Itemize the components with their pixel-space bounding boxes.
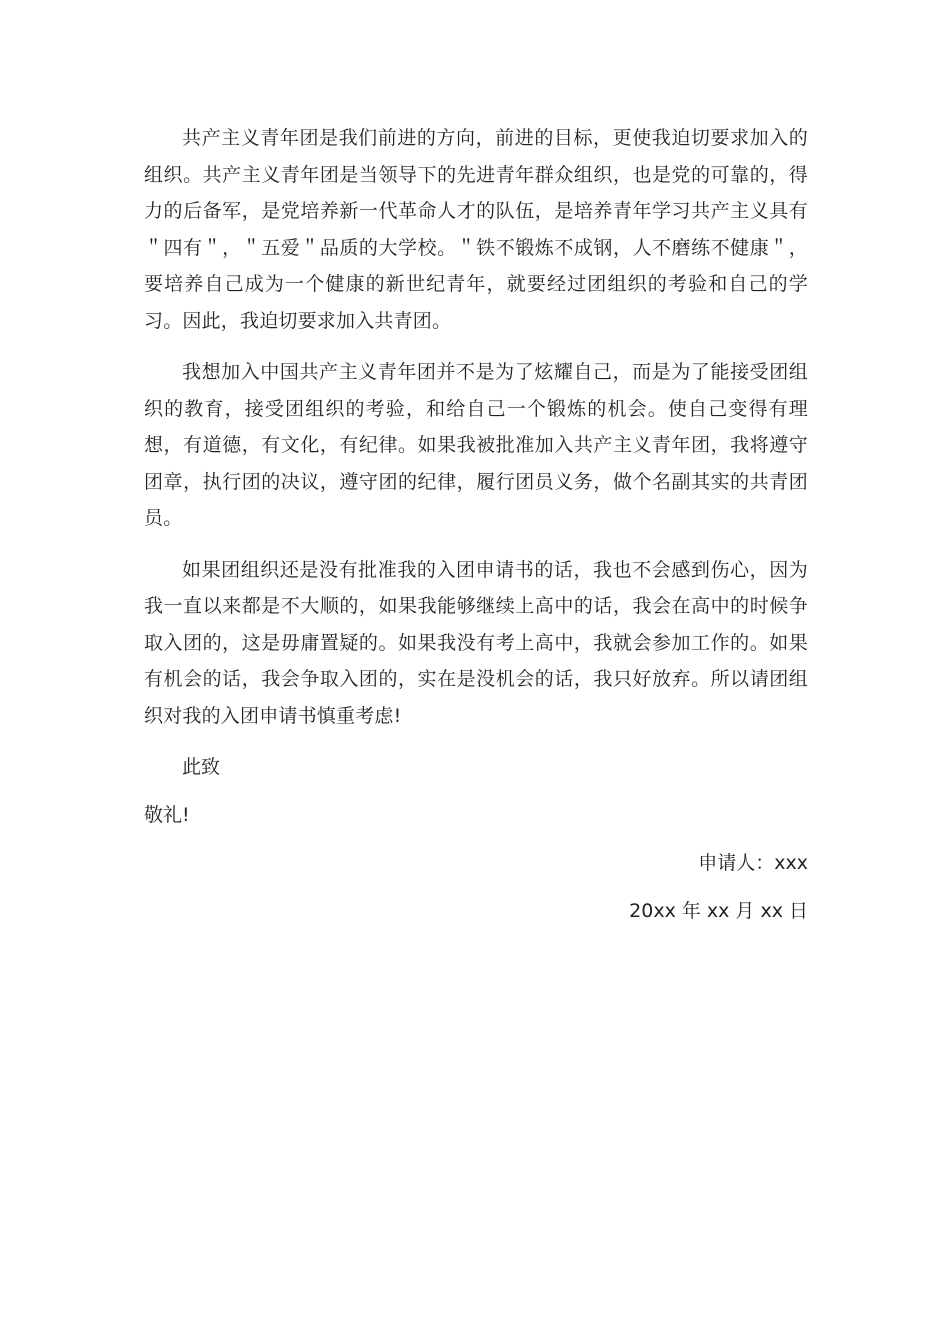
paragraph-3: 如果团组织还是没有批准我的入团申请书的话，我也不会感到伤心，因为我一直以来都是不大顺的，如果我能够继续上高中的话，我会在高中的时候争取入团的，这是毋庸置疑的。如果我没有考上高中，我就会参加工作的。如果有机会的话，我会争取入团的，实在是没机会的话，我只好放弃。所以请团组织对我的入团申请书慎重考虑! xyxy=(144,558,808,727)
letter-body xyxy=(144,120,808,941)
closing-salutation: 此致 xyxy=(182,756,221,778)
signature: 申请人：xxx xyxy=(698,852,808,874)
date: 20xx 年 xx 月 xx 日 xyxy=(629,900,808,922)
closing-regards: 敬礼! xyxy=(144,804,190,826)
paragraph-1: 共产主义青年团是我们前进的方向，前进的目标，更使我迫切要求加入的组织。共产主义青年团是当领导下的先进青年群众组织，也是党的可靠的，得力的后备军，是党培养新一代革命人才的队伍，是培养青年学习共产主义具有＂四有＂，＂五爱＂品质的大学校。＂铁不锻炼不成钢，人不磨练不健康＂，要培养自己成为一个健康的新世纪青年，就要经过团组织的考验和自己的学习。因此，我迫切要求加入共青团。 xyxy=(144,127,808,332)
paragraph-2: 我想加入中国共产主义青年团并不是为了炫耀自己，而是为了能接受团组织的教育，接受团组织的考验，和给自己一个锻炼的机会。使自己变得有理想，有道德，有文化，有纪律。如果我被批准加入共产主义青年团，我将遵守团章，执行团的决议，遵守团的纪律，履行团员义务，做个名副其实的共青团员。 xyxy=(144,361,808,529)
